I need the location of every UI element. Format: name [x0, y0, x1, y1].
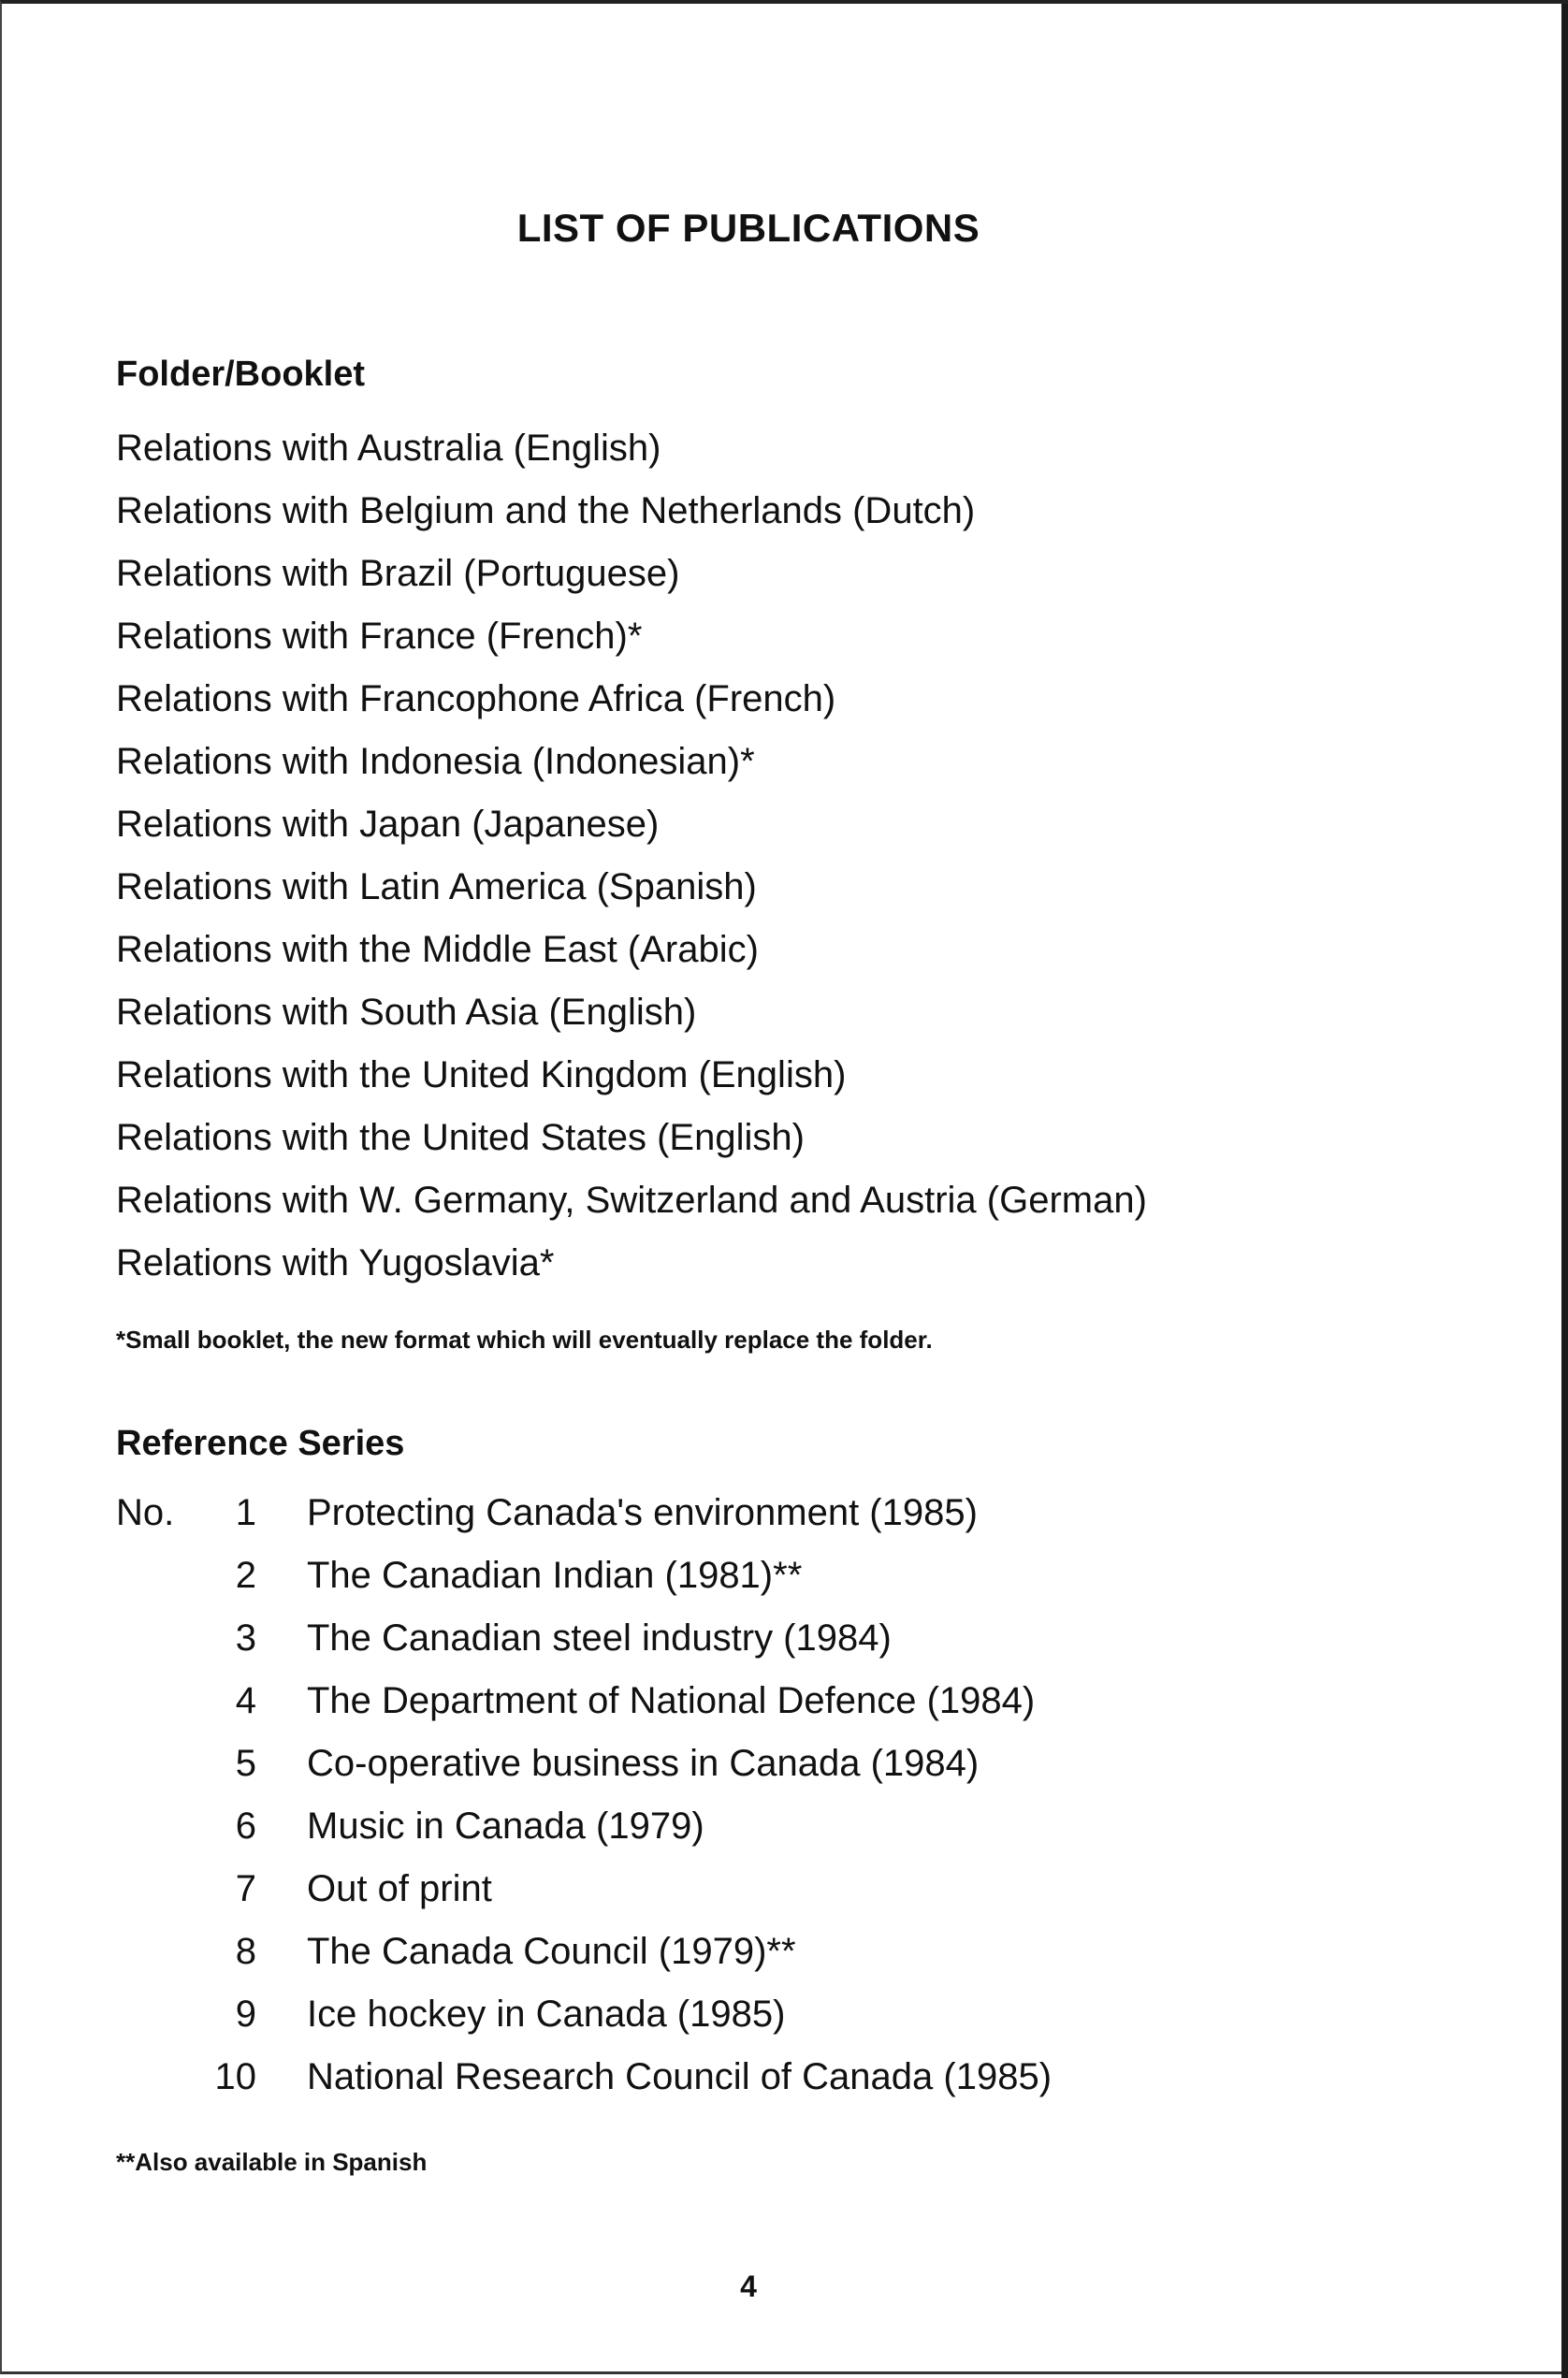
series-title: The Canadian steel industry (1984) [307, 1617, 892, 1659]
folder-booklet-heading: Folder/Booklet [116, 355, 366, 394]
page-edge-shadow [1561, 4, 1568, 2378]
list-item: Relations with France (French)* [116, 616, 643, 657]
series-title: The Canadian Indian (1981)** [307, 1555, 803, 1596]
list-item: Relations with South Asia (English) [116, 992, 697, 1033]
series-number: 10 [214, 2056, 256, 2097]
list-item: Relations with W. Germany, Switzerland and Austria (German) [116, 1180, 1147, 1221]
series-number: 1 [235, 1492, 256, 1533]
series-title: Ice hockey in Canada (1985) [307, 1994, 786, 2035]
list-item: Relations with Francophone Africa (French) [116, 678, 836, 719]
page-number: 4 [740, 2269, 757, 2303]
reference-footnote: **Also available in Spanish [116, 2148, 428, 2176]
list-item: Relations with Latin America (Spanish) [116, 866, 757, 907]
reference-series-list [116, 1482, 1052, 2109]
list-item [116, 1482, 1052, 1544]
reference-series-heading: Reference Series [116, 1424, 405, 1463]
list-item: Relations with Yugoslavia* [116, 1242, 555, 1283]
page-title: LIST OF PUBLICATIONS [516, 206, 980, 250]
series-number: 5 [235, 1743, 256, 1784]
series-number: 8 [235, 1931, 256, 1972]
series-title: Out of print [307, 1868, 492, 1909]
list-item [116, 1983, 1052, 2046]
series-number: 7 [235, 1868, 256, 1909]
list-item [116, 1733, 1052, 1795]
list-item: Relations with the United States (English) [116, 1117, 805, 1158]
series-number: 4 [235, 1680, 256, 1721]
list-item: Relations with Belgium and the Netherlands (Dutch) [116, 490, 976, 531]
series-title: Co-operative business in Canada (1984) [307, 1743, 980, 1784]
list-item: Relations with Australia (English) [116, 428, 661, 469]
list-item: Relations with the United Kingdom (English) [116, 1054, 847, 1095]
list-item: Relations with the Middle East (Arabic) [116, 929, 759, 970]
series-number: 9 [235, 1994, 256, 2035]
series-number: 6 [235, 1805, 256, 1847]
series-number: 3 [235, 1617, 256, 1659]
list-item: Relations with Japan (Japanese) [116, 804, 660, 845]
folder-footnote: *Small booklet, the new format which will eventually replace the folder. [116, 1326, 933, 1354]
series-title: The Department of National Defence (1984) [307, 1680, 1036, 1721]
series-number-prefix: No. [116, 1492, 175, 1533]
series-title: National Research Council of Canada (1985) [307, 2056, 1053, 2097]
list-item [116, 1858, 1052, 1921]
list-item [116, 1544, 1052, 1607]
folder-booklet-list [116, 417, 1147, 1295]
list-item [116, 1921, 1052, 1983]
list-item [116, 1795, 1052, 1858]
series-number: 2 [235, 1555, 256, 1596]
list-item: Relations with Brazil (Portuguese) [116, 553, 680, 594]
series-title: The Canada Council (1979)** [307, 1931, 796, 1972]
list-item [116, 1670, 1052, 1733]
list-item: Relations with Indonesia (Indonesian)* [116, 741, 755, 782]
list-item [116, 2046, 1052, 2109]
series-title: Music in Canada (1979) [307, 1805, 704, 1847]
series-title: Protecting Canada's environment (1985) [307, 1492, 978, 1533]
list-item [116, 1607, 1052, 1670]
